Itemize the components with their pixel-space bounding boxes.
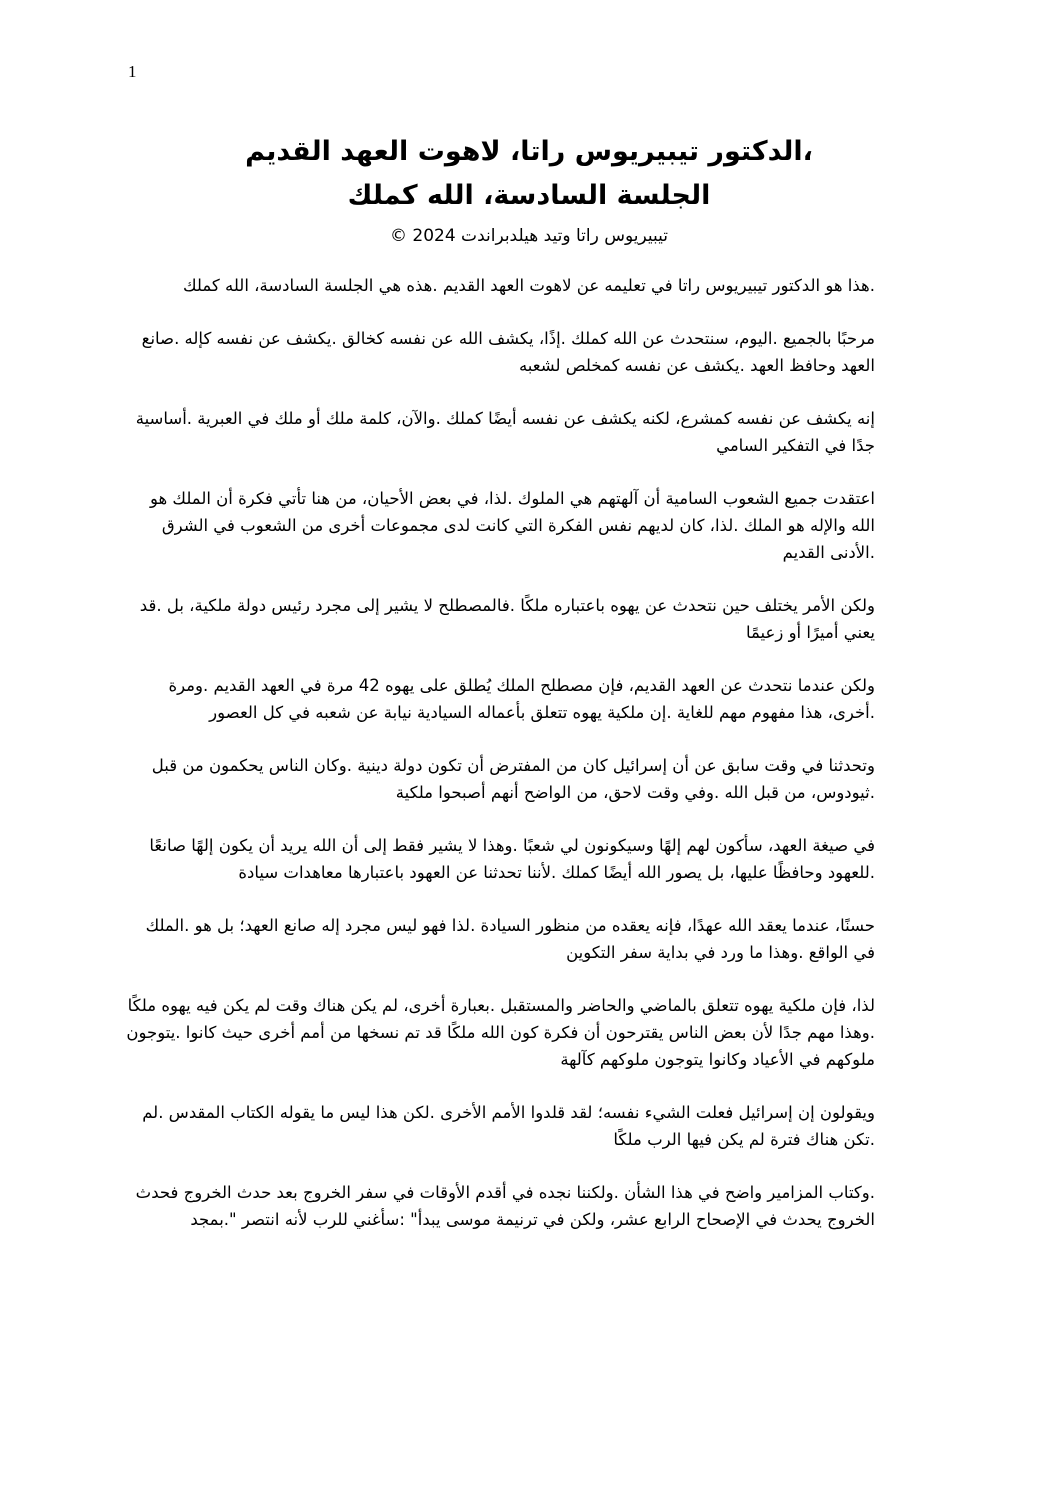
document-title-line-1: ،الدكتور تيبيريوس راتا، لاهوت العهد القديم	[245, 136, 813, 167]
copyright-line: تيبيريوس راتا وتيد هيلدبراندت 2024 ©	[389, 226, 669, 246]
paragraph-3: إنه يكشف عن نفسه كمشرع، لكنه يكشف عن نفسه أيضًا كملك .والآن، كلمة ملك أو ملك في العبرية .أساسية جدًا في التفكير السامي	[135, 409, 875, 455]
page-number: 1	[128, 62, 137, 81]
paragraph-10: لذا، فإن ملكية يهوه تتعلق بالماضي والحاضر والمستقبل .بعبارة أخرى، لم يكن هناك وقت لم يكن فيه يهوه ملكًا .وهذا مهم جدًا لأن بعض الناس يقترحون أن فكرة كون الله ملكًا قد تم نسخها من أمم أخرى حيث كانوا .يتوجون ملوكهم في الأعياد وكانوا يتوجون ملوكهم كآلهة	[126, 996, 875, 1069]
paragraph-2: مرحبًا بالجميع .اليوم، سنتحدث عن الله كملك .إذًا، يكشف الله عن نفسه كخالق .يكشف عن نفسه كإله .صانع العهد وحافظ العهد .يكشف عن نفسه كمخلص لشعبه	[141, 329, 875, 375]
document-body	[125, 272, 875, 1259]
paragraph-1: .هذا هو الدكتور تيبيريوس راتا في تعليمه عن لاهوت العهد القديم .هذه هي الجلسة السادسة، الله كملك	[182, 276, 875, 295]
paragraph-11: ويقولون إن إسرائيل فعلت الشيء نفسه؛ لقد قلدوا الأمم الأخرى .لكن هذا ليس ما يقوله الكتاب المقدس .لم .تكن هناك فترة لم يكن فيها الرب ملكًا	[142, 1103, 875, 1149]
paragraph-12: .وكتاب المزامير واضح في هذا الشأن .ولكننا نجده في أقدم الأوقات في سفر الخروج بعد حدث الخروج فحدث الخروج يحدث في الإصحاح الرابع عشر، ولكن في ترنيمة موسى يبدأ" :سأغني للرب لأنه انتصر ".بمجد	[135, 1183, 875, 1229]
paragraph-7: وتحدثنا في وقت سابق عن أن إسرائيل كان من المفترض أن تكون دولة دينية .وكان الناس يحكمون من قبل .ثيودوس، من قبل الله .وفي وقت لاحق، من الواضح أنهم أصبحوا ملكية	[151, 756, 875, 802]
paragraph-6: ولكن عندما نتحدث عن العهد القديم، فإن مصطلح الملك يُطلق على يهوه 42 مرة في العهد القديم .ومرة .أخرى، هذا مفهوم مهم للغاية .إن ملكية يهوه تتعلق بأعماله السيادية نيابة عن شعبه في كل العصور	[168, 676, 875, 722]
document-title-line-2: الجلسة السادسة، الله كملك	[347, 180, 711, 211]
paragraph-5: ولكن الأمر يختلف حين نتحدث عن يهوه باعتباره ملكًا .فالمصطلح لا يشير إلى مجرد رئيس دولة ملكية، بل .قد يعني أميرًا أو زعيمًا	[139, 596, 875, 642]
document-header	[100, 130, 958, 250]
paragraph-9: حسنًا، عندما يعقد الله عهدًا، فإنه يعقده من منظور السيادة .لذا فهو ليس مجرد إله صانع العهد؛ بل هو .الملك في الواقع .وهذا ما ورد في بداية سفر التكوين	[145, 916, 875, 962]
paragraph-8: في صيغة العهد، سأكون لهم إلهًا وسيكونون لي شعبًا .وهذا لا يشير فقط إلى أن الله يريد أن يكون إلهًا صانعًا .للعهود وحافظًا عليها، بل يصور الله أيضًا كملك .لأننا تحدثنا عن العهود باعتبارها معاهدات سيادة	[149, 836, 875, 882]
paragraph-4: اعتقدت جميع الشعوب السامية أن آلهتهم هي الملوك .لذا، في بعض الأحيان، من هنا تأتي فكرة أن الملك هو الله والإله هو الملك .لذا، كان لديهم نفس الفكرة التي كانت لدى مجموعات أخرى من الشعوب في الشرق .الأدنى القديم	[149, 489, 875, 562]
